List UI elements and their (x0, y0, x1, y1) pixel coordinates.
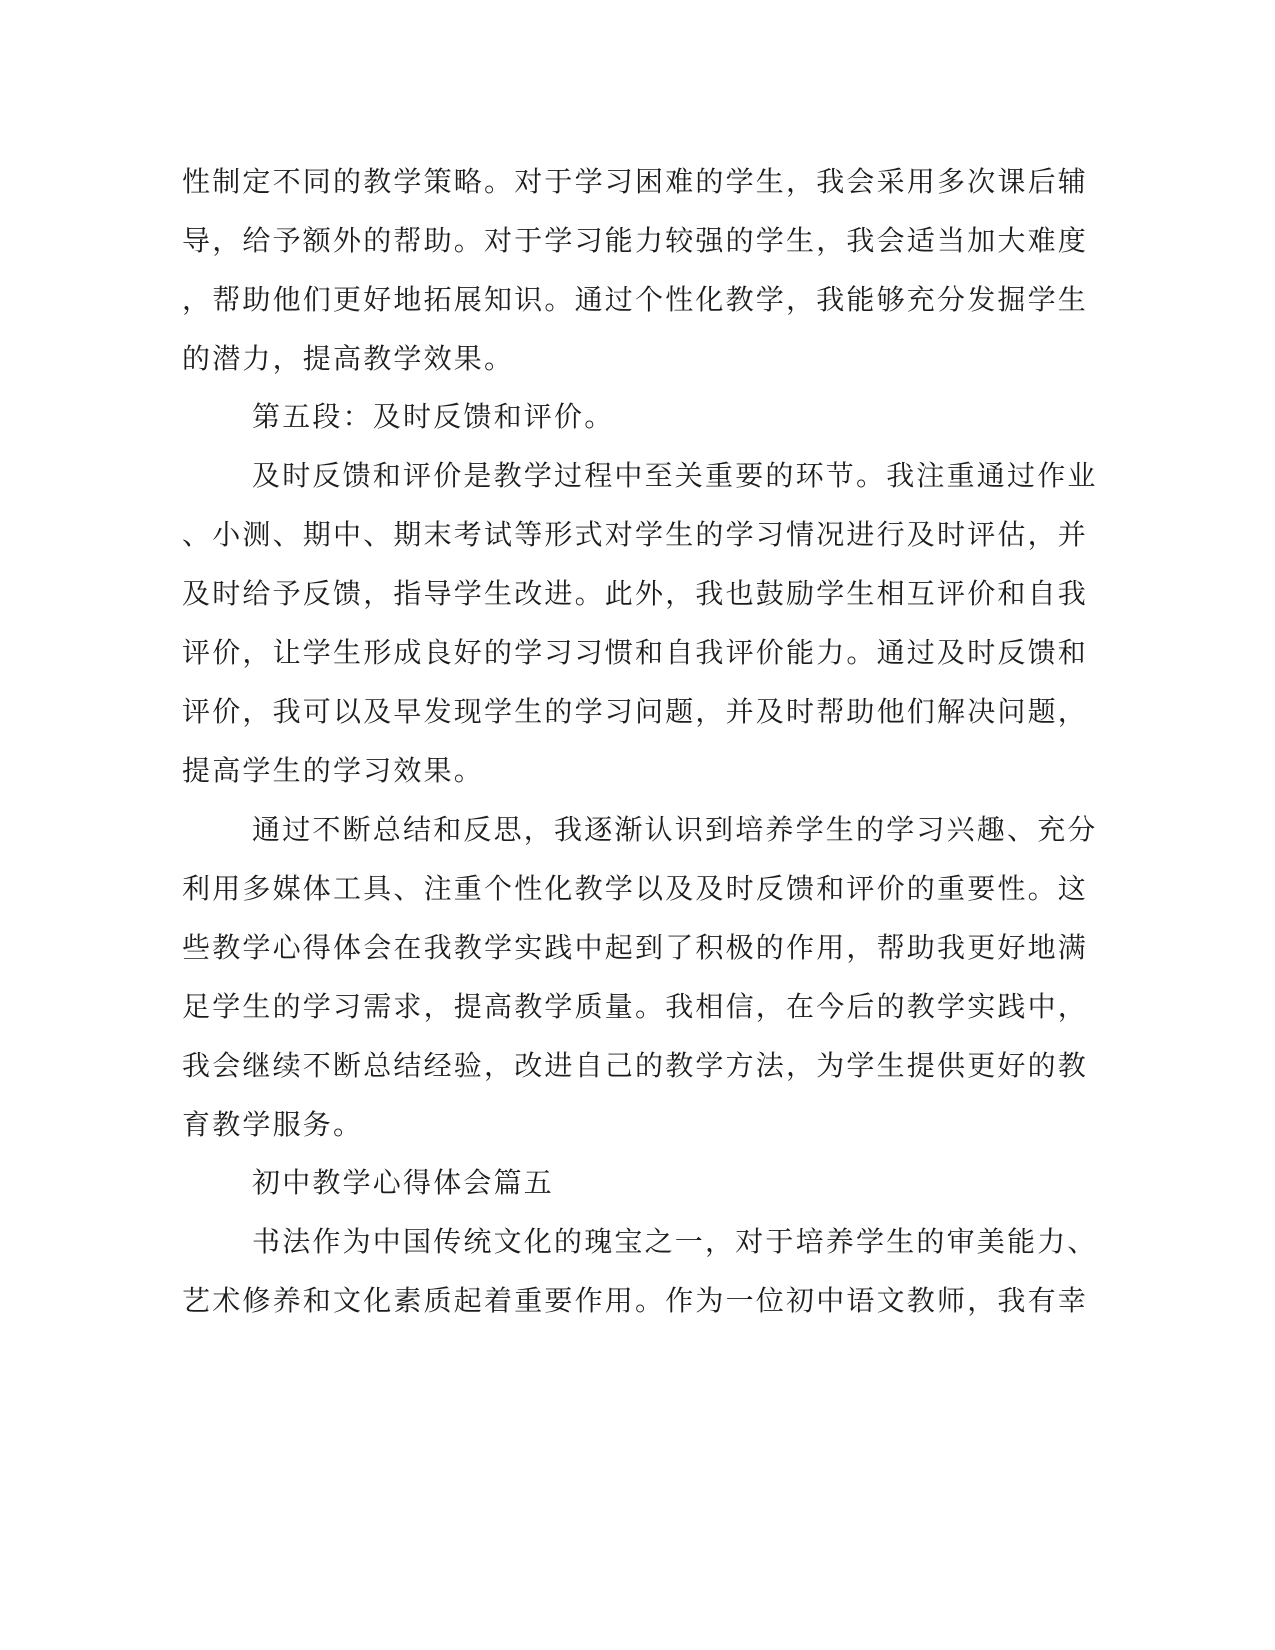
text-line: 评价，让学生形成良好的学习习惯和自我评价能力。通过及时反馈和 (182, 636, 1089, 669)
text-line: 我会继续不断总结经验，改进自己的教学方法，为学生提供更好的教 (182, 1049, 1089, 1082)
text-line: 艺术修养和文化素质起着重要作用。作为一位初中语文教师，我有幸 (182, 1284, 1089, 1317)
text-line: 些教学心得体会在我教学实践中起到了积极的作用，帮助我更好地满 (182, 931, 1089, 964)
text-line: 书法作为中国传统文化的瑰宝之一，对于培养学生的审美能力、 (252, 1225, 1098, 1258)
text-line: 的潜力，提高教学效果。 (182, 342, 515, 375)
text-line: 育教学服务。 (182, 1108, 364, 1141)
text-line: 性制定不同的教学策略。对于学习困难的学生，我会采用多次课后辅 (182, 165, 1089, 198)
text-line: 评价，我可以及早发现学生的学习问题，并及时帮助他们解决问题， (182, 695, 1089, 728)
text-line: 提高学生的学习效果。 (182, 754, 485, 787)
text-line: 及时给予反馈，指导学生改进。此外，我也鼓励学生相互评价和自我 (182, 577, 1089, 610)
text-line: 导，给予额外的帮助。对于学习能力较强的学生，我会适当加大难度 (182, 224, 1089, 257)
text-line: 足学生的学习需求，提高教学质量。我相信，在今后的教学实践中， (182, 990, 1089, 1023)
text-line: ，帮助他们更好地拓展知识。通过个性化教学，我能够充分发掘学生 (182, 283, 1089, 316)
text-line: 及时反馈和评价是教学过程中至关重要的环节。我注重通过作业 (252, 459, 1098, 492)
section-title: 初中教学心得体会篇五 (252, 1166, 555, 1199)
text-line: 、小测、期中、期末考试等形式对学生的学习情况进行及时评估，并 (182, 518, 1089, 551)
section-heading: 第五段：及时反馈和评价。 (252, 400, 615, 433)
text-line: 通过不断总结和反思，我逐渐认识到培养学生的学习兴趣、充分 (252, 813, 1098, 846)
text-line: 利用多媒体工具、注重个性化教学以及及时反馈和评价的重要性。这 (182, 872, 1089, 905)
